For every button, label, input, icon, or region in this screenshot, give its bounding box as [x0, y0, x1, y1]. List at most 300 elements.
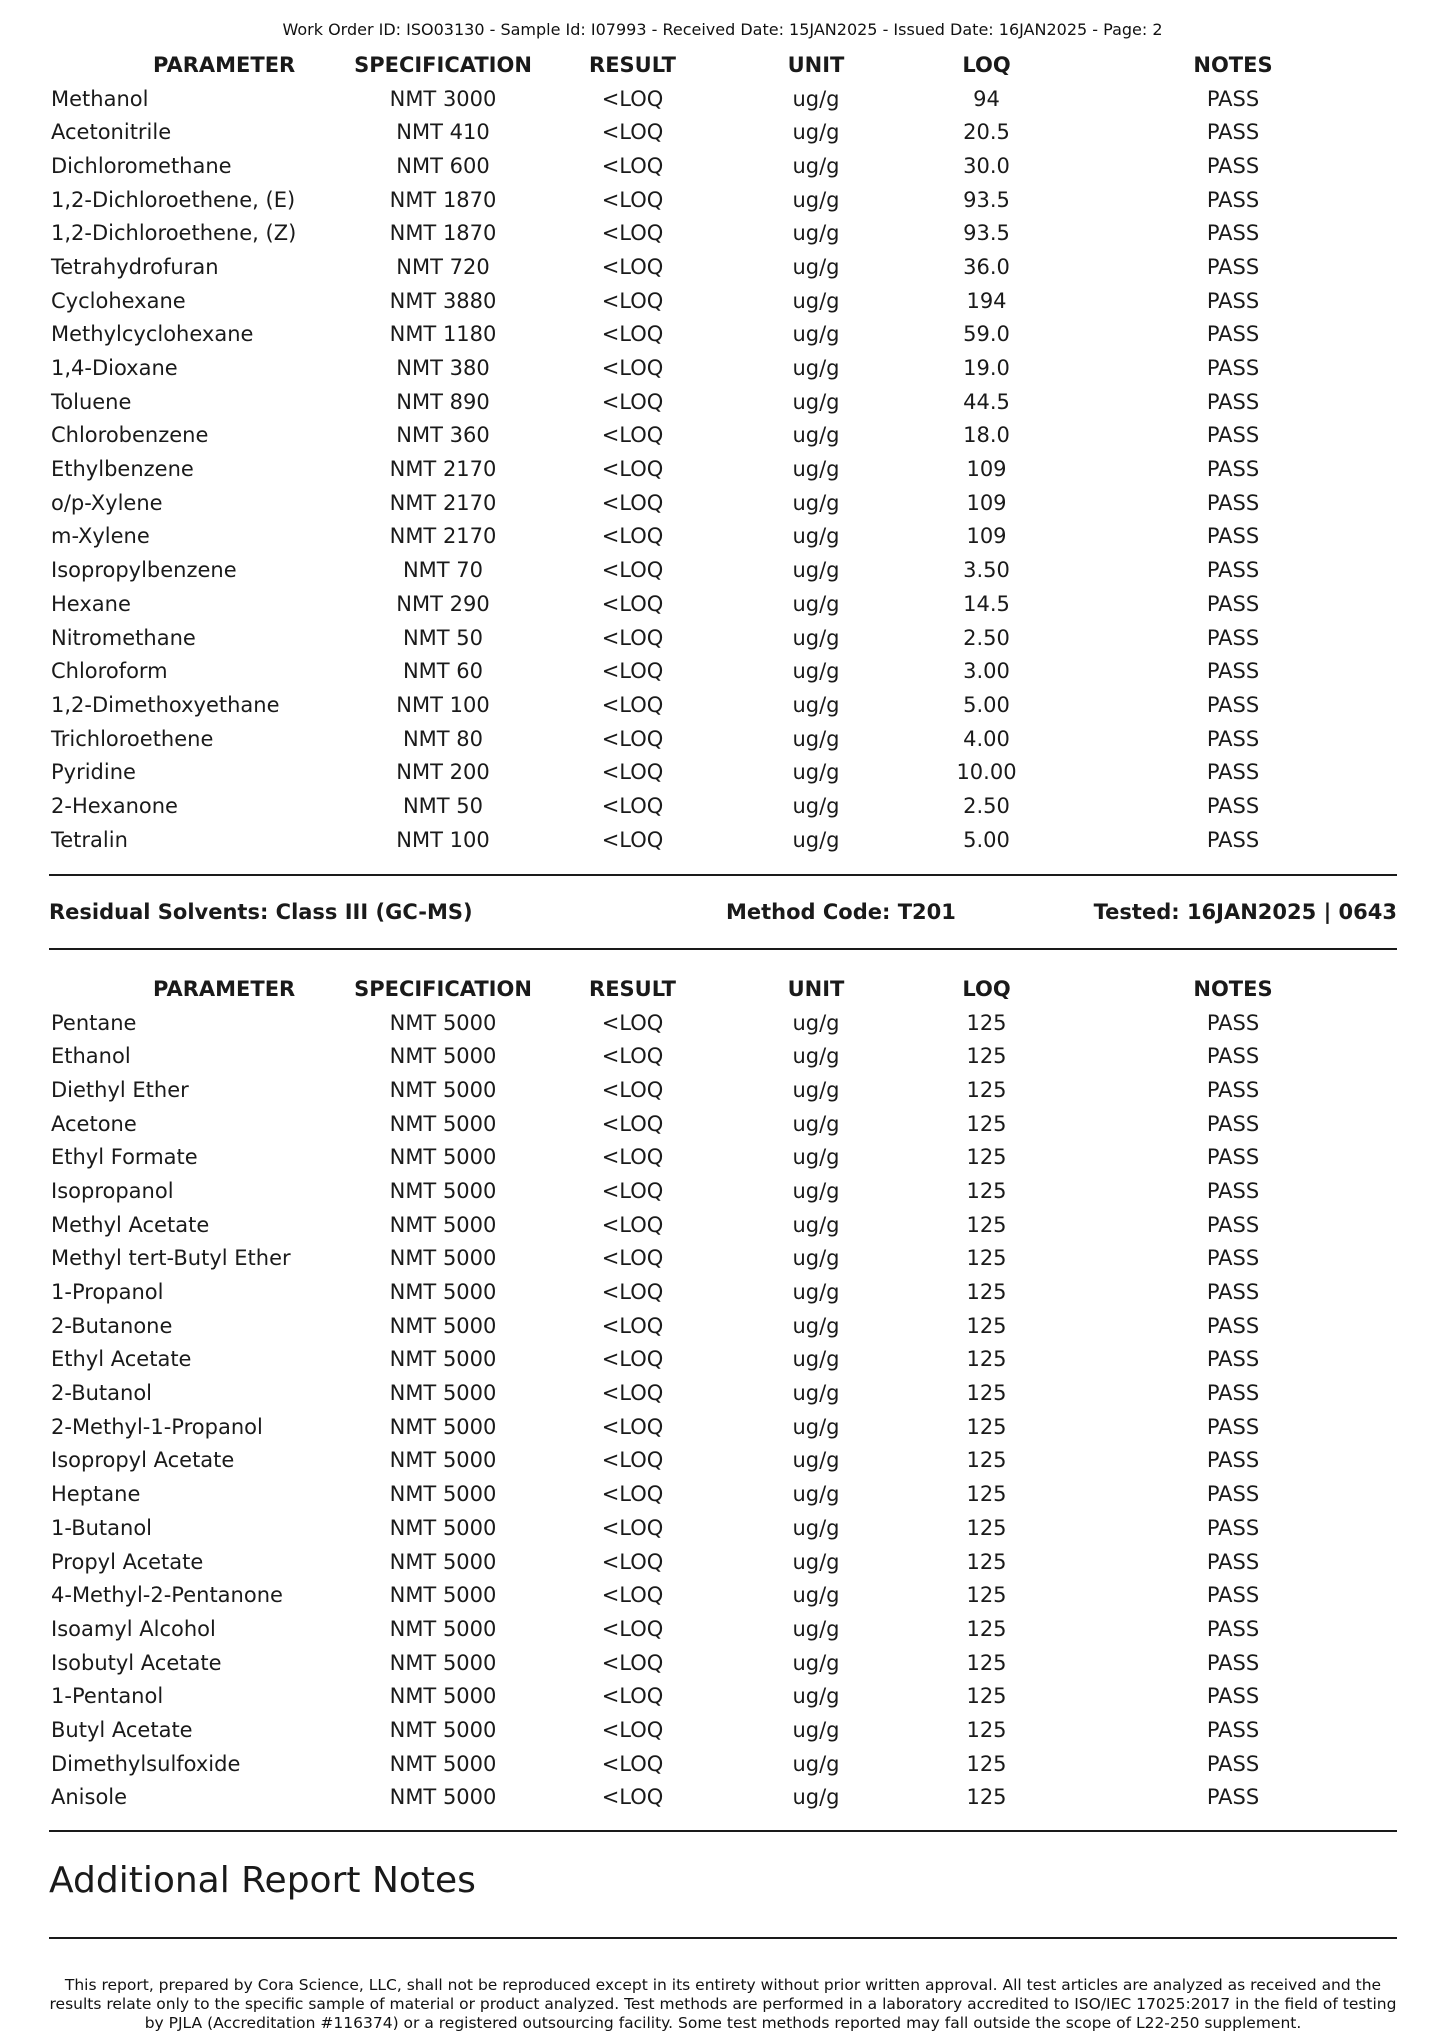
cell-notes: PASS — [1206, 1616, 1260, 1641]
cell-result: <LOQ — [601, 1751, 664, 1776]
cell-notes: PASS — [1206, 1583, 1260, 1608]
cell-specification: NMT 100 — [396, 692, 490, 717]
cell-parameter: Chloroform — [51, 659, 168, 684]
cell-unit: ug/g — [792, 1347, 840, 1372]
cell-notes: PASS — [1206, 1280, 1260, 1305]
table-row — [49, 183, 1397, 217]
cell-specification: NMT 600 — [396, 153, 490, 178]
cell-parameter: 1,2-Dimethoxyethane — [51, 692, 280, 717]
cell-result: <LOQ — [601, 1515, 664, 1540]
cell-loq: 125 — [966, 1751, 1007, 1776]
cell-unit: ug/g — [792, 1313, 840, 1338]
cell-result: <LOQ — [601, 1448, 664, 1473]
cell-result: <LOQ — [601, 558, 664, 583]
cell-unit: ug/g — [792, 1650, 840, 1675]
table-header-row — [49, 972, 1397, 1006]
cell-notes: PASS — [1206, 1246, 1260, 1271]
cell-unit: ug/g — [792, 1448, 840, 1473]
cell-loq: 36.0 — [963, 254, 1010, 279]
cell-unit: ug/g — [792, 86, 840, 111]
table-row — [49, 654, 1397, 688]
column-header-notes: NOTES — [1193, 52, 1273, 77]
cell-unit: ug/g — [792, 524, 840, 549]
cell-notes: PASS — [1206, 1717, 1260, 1742]
cell-result: <LOQ — [601, 1178, 664, 1203]
cell-unit: ug/g — [792, 1549, 840, 1574]
cell-result: <LOQ — [601, 153, 664, 178]
cell-specification: NMT 5000 — [389, 1381, 497, 1406]
cell-result: <LOQ — [601, 1347, 664, 1372]
cell-unit: ug/g — [792, 389, 840, 414]
cell-result: <LOQ — [601, 827, 664, 852]
cell-result: <LOQ — [601, 423, 664, 448]
column-header-parameter: PARAMETER — [153, 52, 296, 77]
cell-specification: NMT 5000 — [389, 1717, 497, 1742]
cell-specification: NMT 360 — [396, 423, 490, 448]
cell-result: <LOQ — [601, 356, 664, 381]
cell-parameter: Tetrahydrofuran — [51, 254, 219, 279]
cell-result: <LOQ — [601, 1684, 664, 1709]
cell-result: <LOQ — [601, 793, 664, 818]
table-row — [49, 1545, 1397, 1579]
cell-loq: 4.00 — [963, 726, 1010, 751]
cell-parameter: 1,4-Dioxane — [51, 356, 178, 381]
table-row — [49, 789, 1397, 823]
cell-notes: PASS — [1206, 1010, 1260, 1035]
cell-parameter: 1,2-Dichloroethene, (E) — [51, 187, 296, 212]
cell-parameter: Isopropyl Acetate — [51, 1448, 235, 1473]
cell-result: <LOQ — [601, 1313, 664, 1338]
cell-unit: ug/g — [792, 1751, 840, 1776]
cell-specification: NMT 5000 — [389, 1280, 497, 1305]
cell-parameter: Ethyl Acetate — [51, 1347, 192, 1372]
cell-notes: PASS — [1206, 221, 1260, 246]
cell-specification: NMT 380 — [396, 356, 490, 381]
cell-specification: NMT 3000 — [389, 86, 497, 111]
cell-loq: 125 — [966, 1684, 1007, 1709]
cell-notes: PASS — [1206, 423, 1260, 448]
cell-parameter: Isobutyl Acetate — [51, 1650, 222, 1675]
cell-specification: NMT 5000 — [389, 1077, 497, 1102]
cell-unit: ug/g — [792, 490, 840, 515]
cell-unit: ug/g — [792, 1684, 840, 1709]
cell-result: <LOQ — [601, 1650, 664, 1675]
cell-result: <LOQ — [601, 1785, 664, 1810]
table-row — [49, 1646, 1397, 1680]
cell-loq: 20.5 — [963, 120, 1010, 145]
cell-loq: 93.5 — [963, 221, 1010, 246]
table-row — [49, 688, 1397, 722]
cell-notes: PASS — [1206, 1212, 1260, 1237]
cell-notes: PASS — [1206, 1650, 1260, 1675]
cell-specification: NMT 50 — [402, 625, 484, 650]
additional-notes-title: Additional Report Notes — [49, 1860, 476, 1901]
column-header-notes: NOTES — [1193, 976, 1273, 1001]
column-header-unit: UNIT — [787, 976, 845, 1001]
cell-parameter: Nitromethane — [51, 625, 196, 650]
table-row — [49, 115, 1397, 149]
cell-loq: 125 — [966, 1178, 1007, 1203]
cell-notes: PASS — [1206, 1178, 1260, 1203]
table-row — [49, 1781, 1397, 1815]
cell-loq: 125 — [966, 1347, 1007, 1372]
cell-specification: NMT 5000 — [389, 1111, 497, 1136]
cell-result: <LOQ — [601, 591, 664, 616]
table-body — [49, 82, 1397, 857]
table-row — [49, 1242, 1397, 1276]
cell-parameter: 1,2-Dichloroethene, (Z) — [51, 221, 297, 246]
cell-notes: PASS — [1206, 1684, 1260, 1709]
cell-result: <LOQ — [601, 1145, 664, 1170]
cell-parameter: Anisole — [51, 1785, 128, 1810]
table-row — [49, 385, 1397, 419]
cell-loq: 19.0 — [963, 356, 1010, 381]
cell-parameter: Pentane — [51, 1010, 137, 1035]
cell-notes: PASS — [1206, 322, 1260, 347]
cell-unit: ug/g — [792, 659, 840, 684]
cell-parameter: Dichloromethane — [51, 153, 232, 178]
cell-specification: NMT 890 — [396, 389, 490, 414]
table-row — [49, 1444, 1397, 1478]
cell-notes: PASS — [1206, 1347, 1260, 1372]
cell-notes: PASS — [1206, 1448, 1260, 1473]
cell-loq: 125 — [966, 1515, 1007, 1540]
cell-notes: PASS — [1206, 558, 1260, 583]
table-row — [49, 823, 1397, 857]
column-header-result: RESULT — [589, 976, 676, 1001]
column-header-unit: UNIT — [787, 52, 845, 77]
cell-result: <LOQ — [601, 1616, 664, 1641]
cell-specification: NMT 70 — [402, 558, 484, 583]
cell-unit: ug/g — [792, 254, 840, 279]
table-row — [49, 1376, 1397, 1410]
cell-result: <LOQ — [601, 1482, 664, 1507]
table-row — [49, 1073, 1397, 1107]
section-name: Residual Solvents: Class III (GC-MS) — [49, 900, 473, 924]
table-row — [49, 1140, 1397, 1174]
cell-parameter: 1-Pentanol — [51, 1684, 164, 1709]
cell-unit: ug/g — [792, 1381, 840, 1406]
cell-result: <LOQ — [601, 288, 664, 313]
column-header-specification: SPECIFICATION — [354, 976, 532, 1001]
cell-parameter: Dimethylsulfoxide — [51, 1751, 241, 1776]
table-row — [49, 486, 1397, 520]
table-row — [49, 1713, 1397, 1747]
cell-result: <LOQ — [601, 254, 664, 279]
cell-loq: 125 — [966, 1111, 1007, 1136]
cell-notes: PASS — [1206, 1313, 1260, 1338]
table-row — [49, 1612, 1397, 1646]
cell-parameter: Chlorobenzene — [51, 423, 209, 448]
cell-result: <LOQ — [601, 1010, 664, 1035]
method-code: Method Code: T201 — [726, 900, 956, 924]
table-row — [49, 722, 1397, 756]
cell-specification: NMT 5000 — [389, 1448, 497, 1473]
cell-parameter: Propyl Acetate — [51, 1549, 204, 1574]
cell-specification: NMT 200 — [396, 760, 490, 785]
cell-loq: 125 — [966, 1313, 1007, 1338]
cell-unit: ug/g — [792, 153, 840, 178]
cell-result: <LOQ — [601, 1583, 664, 1608]
table-header-row — [49, 48, 1397, 82]
cell-specification: NMT 2170 — [389, 490, 497, 515]
cell-specification: NMT 410 — [396, 120, 490, 145]
cell-unit: ug/g — [792, 1616, 840, 1641]
cell-specification: NMT 5000 — [389, 1212, 497, 1237]
cell-parameter: Acetone — [51, 1111, 137, 1136]
cell-result: <LOQ — [601, 389, 664, 414]
cell-unit: ug/g — [792, 356, 840, 381]
cell-unit: ug/g — [792, 793, 840, 818]
table-row — [49, 250, 1397, 284]
table-row — [49, 587, 1397, 621]
cell-result: <LOQ — [601, 625, 664, 650]
table-row — [49, 1208, 1397, 1242]
cell-parameter: Butyl Acetate — [51, 1717, 193, 1742]
section-header — [49, 896, 1397, 930]
cell-loq: 10.00 — [956, 760, 1017, 785]
cell-parameter: Isopropanol — [51, 1178, 174, 1203]
column-header-parameter: PARAMETER — [153, 976, 296, 1001]
cell-specification: NMT 5000 — [389, 1178, 497, 1203]
table-row — [49, 351, 1397, 385]
cell-notes: PASS — [1206, 1381, 1260, 1406]
cell-unit: ug/g — [792, 322, 840, 347]
cell-specification: NMT 290 — [396, 591, 490, 616]
cell-specification: NMT 5000 — [389, 1145, 497, 1170]
cell-loq: 109 — [966, 457, 1007, 482]
cell-loq: 109 — [966, 490, 1007, 515]
cell-loq: 125 — [966, 1717, 1007, 1742]
cell-unit: ug/g — [792, 1280, 840, 1305]
cell-result: <LOQ — [601, 1280, 664, 1305]
class-iii-results-table — [49, 972, 1397, 1814]
table-row — [49, 1679, 1397, 1713]
table-body — [49, 1006, 1397, 1815]
cell-specification: NMT 5000 — [389, 1313, 497, 1338]
cell-result: <LOQ — [601, 1212, 664, 1237]
section-divider-top — [49, 874, 1397, 876]
cell-loq: 5.00 — [963, 827, 1010, 852]
table-row — [49, 452, 1397, 486]
cell-notes: PASS — [1206, 524, 1260, 549]
cell-notes: PASS — [1206, 591, 1260, 616]
cell-unit: ug/g — [792, 1044, 840, 1069]
cell-notes: PASS — [1206, 86, 1260, 111]
cell-unit: ug/g — [792, 1212, 840, 1237]
cell-unit: ug/g — [792, 1178, 840, 1203]
column-header-result: RESULT — [589, 52, 676, 77]
cell-notes: PASS — [1206, 692, 1260, 717]
cell-parameter: 2-Methyl-1-Propanol — [51, 1414, 263, 1439]
cell-notes: PASS — [1206, 1751, 1260, 1776]
cell-result: <LOQ — [601, 1414, 664, 1439]
cell-loq: 125 — [966, 1650, 1007, 1675]
cell-notes: PASS — [1206, 187, 1260, 212]
cell-parameter: m-Xylene — [51, 524, 150, 549]
cell-specification: NMT 5000 — [389, 1482, 497, 1507]
cell-unit: ug/g — [792, 457, 840, 482]
cell-specification: NMT 5000 — [389, 1347, 497, 1372]
cell-loq: 125 — [966, 1077, 1007, 1102]
cell-result: <LOQ — [601, 692, 664, 717]
cell-notes: PASS — [1206, 1482, 1260, 1507]
table-row — [49, 1275, 1397, 1309]
cell-parameter: Toluene — [51, 389, 132, 414]
cell-parameter: Hexane — [51, 591, 131, 616]
table-row — [49, 1578, 1397, 1612]
cell-notes: PASS — [1206, 625, 1260, 650]
cell-loq: 94 — [973, 86, 1000, 111]
cell-loq: 2.50 — [963, 793, 1010, 818]
cell-parameter: Isoamyl Alcohol — [51, 1616, 216, 1641]
cell-unit: ug/g — [792, 1515, 840, 1540]
cell-parameter: 1-Propanol — [51, 1280, 164, 1305]
cell-loq: 59.0 — [963, 322, 1010, 347]
cell-result: <LOQ — [601, 659, 664, 684]
cell-parameter: Methyl Acetate — [51, 1212, 210, 1237]
cell-unit: ug/g — [792, 625, 840, 650]
cell-unit: ug/g — [792, 423, 840, 448]
table-row — [49, 1511, 1397, 1545]
cell-notes: PASS — [1206, 793, 1260, 818]
cell-notes: PASS — [1206, 827, 1260, 852]
cell-loq: 125 — [966, 1482, 1007, 1507]
cell-specification: NMT 3880 — [389, 288, 497, 313]
class-ii-results-table — [49, 48, 1397, 857]
cell-parameter: 2-Hexanone — [51, 793, 178, 818]
cell-notes: PASS — [1206, 457, 1260, 482]
cell-unit: ug/g — [792, 692, 840, 717]
cell-loq: 194 — [966, 288, 1007, 313]
cell-loq: 14.5 — [963, 591, 1010, 616]
cell-result: <LOQ — [601, 120, 664, 145]
cell-parameter: 4-Methyl-2-Pentanone — [51, 1583, 283, 1608]
notes-divider-bottom — [49, 1937, 1397, 1939]
cell-unit: ug/g — [792, 1077, 840, 1102]
cell-notes: PASS — [1206, 1111, 1260, 1136]
cell-loq: 125 — [966, 1583, 1007, 1608]
cell-specification: NMT 5000 — [389, 1583, 497, 1608]
cell-loq: 125 — [966, 1246, 1007, 1271]
cell-specification: NMT 60 — [402, 659, 484, 684]
table-row — [49, 82, 1397, 116]
table-row — [49, 318, 1397, 352]
cell-unit: ug/g — [792, 221, 840, 246]
table-row — [49, 1309, 1397, 1343]
cell-specification: NMT 100 — [396, 827, 490, 852]
cell-unit: ug/g — [792, 558, 840, 583]
cell-specification: NMT 5000 — [389, 1010, 497, 1035]
cell-notes: PASS — [1206, 1515, 1260, 1540]
cell-notes: PASS — [1206, 1785, 1260, 1810]
cell-specification: NMT 80 — [402, 726, 484, 751]
cell-parameter: Ethylbenzene — [51, 457, 194, 482]
cell-specification: NMT 720 — [396, 254, 490, 279]
cell-unit: ug/g — [792, 1111, 840, 1136]
cell-loq: 125 — [966, 1010, 1007, 1035]
cell-unit: ug/g — [792, 827, 840, 852]
cell-result: <LOQ — [601, 1381, 664, 1406]
cell-result: <LOQ — [601, 1044, 664, 1069]
cell-notes: PASS — [1206, 1145, 1260, 1170]
cell-loq: 3.50 — [963, 558, 1010, 583]
cell-unit: ug/g — [792, 1785, 840, 1810]
cell-specification: NMT 5000 — [389, 1549, 497, 1574]
cell-result: <LOQ — [601, 760, 664, 785]
cell-specification: NMT 1180 — [389, 322, 497, 347]
cell-notes: PASS — [1206, 726, 1260, 751]
cell-parameter: Cyclohexane — [51, 288, 186, 313]
cell-parameter: Methanol — [51, 86, 149, 111]
cell-loq: 2.50 — [963, 625, 1010, 650]
cell-unit: ug/g — [792, 288, 840, 313]
cell-loq: 3.00 — [963, 659, 1010, 684]
cell-unit: ug/g — [792, 591, 840, 616]
cell-parameter: Methylcyclohexane — [51, 322, 254, 347]
column-header-specification: SPECIFICATION — [354, 52, 532, 77]
cell-result: <LOQ — [601, 457, 664, 482]
cell-loq: 125 — [966, 1212, 1007, 1237]
footer-disclaimer: This report, prepared by Cora Science, LLC, shall not be reproduced except in its entirety without prior written approval. All test articles are analyzed as received and the results relate only to the specific sample of material or product analyzed. Test methods are performed in a laboratory accredited to ISO/IEC 17025:2017 in the field of testing by PJLA (Accreditation #116374) or a registered outsourcing facility. Some test methods reported may fall outside the scope of L22-250 supplement. — [49, 1976, 1397, 2032]
table-row — [49, 216, 1397, 250]
cell-specification: NMT 1870 — [389, 221, 497, 246]
section-divider-bottom — [49, 948, 1397, 950]
table-row — [49, 1747, 1397, 1781]
cell-parameter: 2-Butanol — [51, 1381, 153, 1406]
cell-result: <LOQ — [601, 726, 664, 751]
table-row — [49, 520, 1397, 554]
table-row — [49, 621, 1397, 655]
cell-specification: NMT 5000 — [389, 1616, 497, 1641]
cell-loq: 44.5 — [963, 389, 1010, 414]
cell-parameter: o/p-Xylene — [51, 490, 163, 515]
page-header: Work Order ID: ISO03130 - Sample Id: I07993 - Received Date: 15JAN2025 - Issued Date: 16JAN2025 - Page: 2 — [282, 20, 1163, 39]
cell-loq: 125 — [966, 1145, 1007, 1170]
cell-specification: NMT 5000 — [389, 1515, 497, 1540]
cell-loq: 109 — [966, 524, 1007, 549]
cell-notes: PASS — [1206, 389, 1260, 414]
cell-result: <LOQ — [601, 1717, 664, 1742]
cell-parameter: Tetralin — [51, 827, 128, 852]
table-row — [49, 1343, 1397, 1377]
cell-parameter: Heptane — [51, 1482, 141, 1507]
table-row — [49, 149, 1397, 183]
cell-unit: ug/g — [792, 1583, 840, 1608]
cell-specification: NMT 5000 — [389, 1044, 497, 1069]
cell-unit: ug/g — [792, 1414, 840, 1439]
column-header-loq: LOQ — [962, 976, 1011, 1001]
cell-parameter: Acetonitrile — [51, 120, 172, 145]
cell-parameter: 2-Butanone — [51, 1313, 173, 1338]
cell-notes: PASS — [1206, 659, 1260, 684]
cell-loq: 125 — [966, 1044, 1007, 1069]
cell-parameter: Ethanol — [51, 1044, 131, 1069]
cell-loq: 93.5 — [963, 187, 1010, 212]
cell-result: <LOQ — [601, 322, 664, 347]
cell-unit: ug/g — [792, 1482, 840, 1507]
cell-parameter: 1-Butanol — [51, 1515, 153, 1540]
cell-specification: NMT 1870 — [389, 187, 497, 212]
cell-unit: ug/g — [792, 760, 840, 785]
cell-specification: NMT 5000 — [389, 1414, 497, 1439]
cell-notes: PASS — [1206, 1077, 1260, 1102]
cell-result: <LOQ — [601, 524, 664, 549]
cell-result: <LOQ — [601, 1549, 664, 1574]
table-row — [49, 1410, 1397, 1444]
cell-specification: NMT 2170 — [389, 524, 497, 549]
cell-loq: 30.0 — [963, 153, 1010, 178]
